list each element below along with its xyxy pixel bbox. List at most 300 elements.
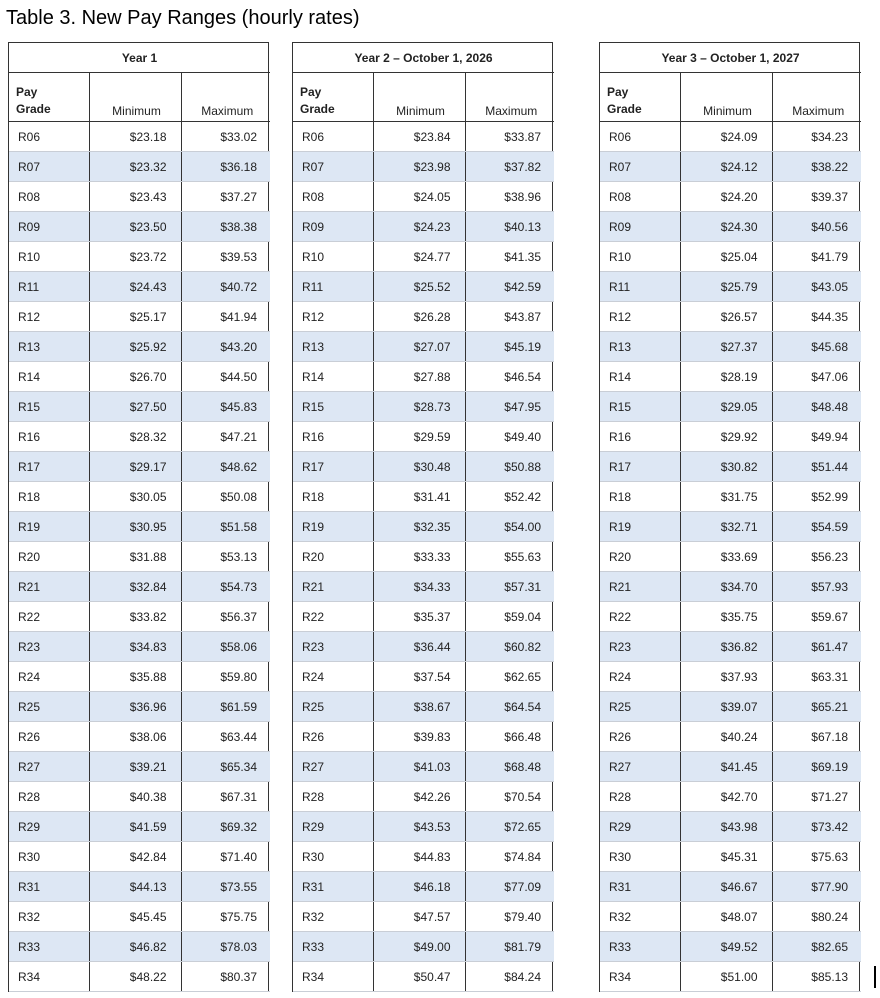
table-row bbox=[293, 542, 554, 572]
minimum-rate-cell: $23.18 bbox=[89, 122, 181, 152]
maximum-rate-cell: $51.58 bbox=[181, 512, 270, 542]
pay-grade-cell: R25 bbox=[9, 692, 89, 722]
table-row bbox=[9, 272, 270, 302]
minimum-rate-cell: $34.83 bbox=[89, 632, 181, 662]
maximum-rate-cell: $85.13 bbox=[772, 962, 861, 992]
maximum-rate-cell: $43.87 bbox=[465, 302, 554, 332]
pay-range-table bbox=[293, 43, 554, 992]
table-row bbox=[600, 362, 861, 392]
table-row bbox=[293, 812, 554, 842]
maximum-rate-cell: $41.94 bbox=[181, 302, 270, 332]
maximum-rate-cell: $57.31 bbox=[465, 572, 554, 602]
pay-grade-cell: R23 bbox=[9, 632, 89, 662]
maximum-rate-cell: $45.83 bbox=[181, 392, 270, 422]
maximum-rate-cell: $77.90 bbox=[772, 872, 861, 902]
table-row bbox=[9, 812, 270, 842]
table-row bbox=[293, 632, 554, 662]
pay-grade-cell: R18 bbox=[293, 482, 373, 512]
table-caption: Table 3. New Pay Ranges (hourly rates) bbox=[6, 7, 360, 29]
maximum-rate-cell: $52.42 bbox=[465, 482, 554, 512]
table-row bbox=[293, 842, 554, 872]
maximum-rate-cell: $44.50 bbox=[181, 362, 270, 392]
table-row bbox=[600, 902, 861, 932]
minimum-rate-cell: $29.92 bbox=[680, 422, 772, 452]
pay-grade-cell: R21 bbox=[9, 572, 89, 602]
table-row bbox=[600, 542, 861, 572]
minimum-rate-cell: $48.07 bbox=[680, 902, 772, 932]
table-row bbox=[293, 392, 554, 422]
pay-grade-cell: R27 bbox=[293, 752, 373, 782]
table-row bbox=[9, 872, 270, 902]
minimum-rate-cell: $46.67 bbox=[680, 872, 772, 902]
maximum-rate-cell: $62.65 bbox=[465, 662, 554, 692]
year-title: Year 3 – October 1, 2027 bbox=[600, 43, 861, 73]
maximum-rate-cell: $72.65 bbox=[465, 812, 554, 842]
year-title: Year 1 bbox=[9, 43, 270, 73]
table-row bbox=[600, 812, 861, 842]
minimum-rate-cell: $31.41 bbox=[373, 482, 465, 512]
maximum-rate-cell: $38.38 bbox=[181, 212, 270, 242]
maximum-rate-cell: $40.56 bbox=[772, 212, 861, 242]
pay-grade-cell: R19 bbox=[9, 512, 89, 542]
minimum-rate-cell: $30.95 bbox=[89, 512, 181, 542]
table-row bbox=[9, 122, 270, 152]
table-row bbox=[9, 782, 270, 812]
table-row bbox=[600, 422, 861, 452]
minimum-rate-cell: $40.24 bbox=[680, 722, 772, 752]
maximum-rate-cell: $81.79 bbox=[465, 932, 554, 962]
maximum-rate-cell: $64.54 bbox=[465, 692, 554, 722]
pay-grade-cell: R34 bbox=[293, 962, 373, 992]
minimum-rate-cell: $46.18 bbox=[373, 872, 465, 902]
pay-grade-cell: R29 bbox=[9, 812, 89, 842]
pay-grade-cell: R11 bbox=[9, 272, 89, 302]
minimum-rate-cell: $51.00 bbox=[680, 962, 772, 992]
minimum-rate-cell: $49.00 bbox=[373, 932, 465, 962]
minimum-rate-cell: $42.70 bbox=[680, 782, 772, 812]
table-row bbox=[600, 392, 861, 422]
minimum-rate-cell: $43.98 bbox=[680, 812, 772, 842]
pay-grade-cell: R26 bbox=[600, 722, 680, 752]
pay-grade-cell: R12 bbox=[600, 302, 680, 332]
minimum-rate-cell: $23.72 bbox=[89, 242, 181, 272]
table-row bbox=[293, 182, 554, 212]
minimum-rate-cell: $29.17 bbox=[89, 452, 181, 482]
minimum-rate-cell: $39.21 bbox=[89, 752, 181, 782]
maximum-rate-cell: $54.59 bbox=[772, 512, 861, 542]
minimum-rate-cell: $26.28 bbox=[373, 302, 465, 332]
minimum-rate-cell: $25.17 bbox=[89, 302, 181, 332]
table-row bbox=[9, 152, 270, 182]
maximum-rate-cell: $73.55 bbox=[181, 872, 270, 902]
pay-grade-cell: R08 bbox=[293, 182, 373, 212]
table-row bbox=[293, 452, 554, 482]
pay-grade-cell: R30 bbox=[293, 842, 373, 872]
table-row bbox=[293, 332, 554, 362]
table-row bbox=[293, 662, 554, 692]
pay-grade-cell: R25 bbox=[600, 692, 680, 722]
table-row bbox=[600, 122, 861, 152]
table-row bbox=[600, 482, 861, 512]
pay-grade-cell: R34 bbox=[9, 962, 89, 992]
minimum-rate-cell: $37.54 bbox=[373, 662, 465, 692]
table-row bbox=[293, 512, 554, 542]
minimum-rate-cell: $36.96 bbox=[89, 692, 181, 722]
pay-grade-cell: R18 bbox=[600, 482, 680, 512]
pay-grade-cell: R13 bbox=[9, 332, 89, 362]
minimum-rate-cell: $34.33 bbox=[373, 572, 465, 602]
minimum-rate-cell: $36.82 bbox=[680, 632, 772, 662]
pay-grade-cell: R34 bbox=[600, 962, 680, 992]
maximum-rate-cell: $71.40 bbox=[181, 842, 270, 872]
table-row bbox=[9, 662, 270, 692]
pay-grade-header bbox=[293, 73, 373, 122]
maximum-rate-cell: $46.54 bbox=[465, 362, 554, 392]
pay-grade-cell: R27 bbox=[600, 752, 680, 782]
maximum-rate-cell: $40.72 bbox=[181, 272, 270, 302]
minimum-rate-cell: $28.32 bbox=[89, 422, 181, 452]
pay-grade-cell: R14 bbox=[9, 362, 89, 392]
maximum-rate-cell: $39.37 bbox=[772, 182, 861, 212]
maximum-rate-cell: $57.93 bbox=[772, 572, 861, 602]
minimum-rate-cell: $31.88 bbox=[89, 542, 181, 572]
pay-grade-cell: R33 bbox=[293, 932, 373, 962]
table-row bbox=[600, 572, 861, 602]
pay-grade-cell: R08 bbox=[600, 182, 680, 212]
pay-grade-cell: R09 bbox=[600, 212, 680, 242]
minimum-rate-cell: $27.07 bbox=[373, 332, 465, 362]
minimum-rate-cell: $29.59 bbox=[373, 422, 465, 452]
table-row bbox=[293, 722, 554, 752]
minimum-rate-cell: $33.33 bbox=[373, 542, 465, 572]
pay-range-table bbox=[9, 43, 270, 992]
pay-grade-cell: R30 bbox=[9, 842, 89, 872]
maximum-rate-cell: $33.87 bbox=[465, 122, 554, 152]
maximum-rate-cell: $75.75 bbox=[181, 902, 270, 932]
minimum-rate-cell: $23.32 bbox=[89, 152, 181, 182]
minimum-rate-cell: $40.38 bbox=[89, 782, 181, 812]
pay-grade-cell: R25 bbox=[293, 692, 373, 722]
table-row bbox=[293, 152, 554, 182]
table-row bbox=[293, 422, 554, 452]
pay-grade-header-line2: Grade bbox=[607, 102, 642, 116]
table-row bbox=[293, 602, 554, 632]
maximum-rate-cell: $79.40 bbox=[465, 902, 554, 932]
pay-grade-cell: R14 bbox=[293, 362, 373, 392]
pay-grade-cell: R20 bbox=[9, 542, 89, 572]
maximum-rate-cell: $68.48 bbox=[465, 752, 554, 782]
pay-grade-cell: R23 bbox=[293, 632, 373, 662]
maximum-rate-cell: $61.47 bbox=[772, 632, 861, 662]
pay-grade-cell: R29 bbox=[293, 812, 373, 842]
minimum-rate-cell: $35.37 bbox=[373, 602, 465, 632]
table-row bbox=[9, 212, 270, 242]
pay-grade-cell: R22 bbox=[9, 602, 89, 632]
minimum-rate-cell: $41.03 bbox=[373, 752, 465, 782]
table-row bbox=[9, 542, 270, 572]
minimum-rate-cell: $29.05 bbox=[680, 392, 772, 422]
maximum-rate-cell: $53.13 bbox=[181, 542, 270, 572]
table-row bbox=[600, 242, 861, 272]
maximum-rate-cell: $59.67 bbox=[772, 602, 861, 632]
pay-grade-header-line1: Pay bbox=[16, 85, 38, 99]
table-row bbox=[293, 302, 554, 332]
pay-grade-cell: R12 bbox=[293, 302, 373, 332]
minimum-rate-cell: $24.23 bbox=[373, 212, 465, 242]
pay-grade-cell: R32 bbox=[9, 902, 89, 932]
maximum-rate-cell: $78.03 bbox=[181, 932, 270, 962]
maximum-rate-cell: $63.31 bbox=[772, 662, 861, 692]
maximum-rate-cell: $80.37 bbox=[181, 962, 270, 992]
table-row bbox=[9, 572, 270, 602]
maximum-rate-cell: $67.18 bbox=[772, 722, 861, 752]
minimum-rate-cell: $48.22 bbox=[89, 962, 181, 992]
table-row bbox=[9, 962, 270, 992]
pay-range-panel-year-1 bbox=[8, 42, 269, 992]
pay-grade-cell: R07 bbox=[600, 152, 680, 182]
maximum-rate-cell: $50.88 bbox=[465, 452, 554, 482]
maximum-rate-cell: $52.99 bbox=[772, 482, 861, 512]
pay-grade-cell: R06 bbox=[293, 122, 373, 152]
minimum-rate-cell: $42.26 bbox=[373, 782, 465, 812]
minimum-rate-cell: $45.31 bbox=[680, 842, 772, 872]
pay-grade-cell: R29 bbox=[600, 812, 680, 842]
pay-grade-cell: R16 bbox=[293, 422, 373, 452]
table-row bbox=[600, 452, 861, 482]
maximum-rate-cell: $49.94 bbox=[772, 422, 861, 452]
table-row bbox=[600, 182, 861, 212]
minimum-rate-cell: $32.71 bbox=[680, 512, 772, 542]
pay-grade-cell: R17 bbox=[293, 452, 373, 482]
minimum-rate-cell: $33.82 bbox=[89, 602, 181, 632]
maximum-rate-cell: $58.06 bbox=[181, 632, 270, 662]
minimum-rate-cell: $38.06 bbox=[89, 722, 181, 752]
minimum-rate-cell: $43.53 bbox=[373, 812, 465, 842]
maximum-header: Maximum bbox=[181, 73, 270, 122]
table-row bbox=[600, 632, 861, 662]
table-row bbox=[600, 602, 861, 632]
pay-grade-cell: R06 bbox=[600, 122, 680, 152]
pay-grade-cell: R32 bbox=[600, 902, 680, 932]
table-row bbox=[9, 362, 270, 392]
pay-grade-cell: R09 bbox=[9, 212, 89, 242]
pay-grade-cell: R28 bbox=[9, 782, 89, 812]
table-row bbox=[293, 362, 554, 392]
minimum-rate-cell: $38.67 bbox=[373, 692, 465, 722]
minimum-rate-cell: $25.52 bbox=[373, 272, 465, 302]
pay-grade-cell: R28 bbox=[293, 782, 373, 812]
maximum-rate-cell: $56.23 bbox=[772, 542, 861, 572]
table-row bbox=[293, 242, 554, 272]
pay-grade-cell: R30 bbox=[600, 842, 680, 872]
maximum-rate-cell: $60.82 bbox=[465, 632, 554, 662]
table-row bbox=[9, 422, 270, 452]
pay-grade-cell: R12 bbox=[9, 302, 89, 332]
minimum-rate-cell: $31.75 bbox=[680, 482, 772, 512]
pay-grade-header-line1: Pay bbox=[607, 85, 629, 99]
maximum-rate-cell: $71.27 bbox=[772, 782, 861, 812]
maximum-rate-cell: $84.24 bbox=[465, 962, 554, 992]
minimum-rate-cell: $34.70 bbox=[680, 572, 772, 602]
maximum-rate-cell: $69.19 bbox=[772, 752, 861, 782]
minimum-rate-cell: $41.45 bbox=[680, 752, 772, 782]
minimum-header: Minimum bbox=[89, 73, 181, 122]
table-row bbox=[293, 962, 554, 992]
pay-grade-cell: R07 bbox=[9, 152, 89, 182]
pay-grade-cell: R14 bbox=[600, 362, 680, 392]
maximum-rate-cell: $54.00 bbox=[465, 512, 554, 542]
pay-grade-cell: R22 bbox=[600, 602, 680, 632]
maximum-rate-cell: $55.63 bbox=[465, 542, 554, 572]
maximum-rate-cell: $67.31 bbox=[181, 782, 270, 812]
table-row bbox=[293, 902, 554, 932]
table-row bbox=[600, 152, 861, 182]
pay-grade-cell: R06 bbox=[9, 122, 89, 152]
minimum-rate-cell: $35.88 bbox=[89, 662, 181, 692]
pay-grade-cell: R15 bbox=[600, 392, 680, 422]
table-row bbox=[293, 272, 554, 302]
table-row bbox=[9, 692, 270, 722]
maximum-rate-cell: $61.59 bbox=[181, 692, 270, 722]
maximum-rate-cell: $39.53 bbox=[181, 242, 270, 272]
table-row bbox=[9, 182, 270, 212]
maximum-rate-cell: $70.54 bbox=[465, 782, 554, 812]
table-row bbox=[600, 272, 861, 302]
maximum-rate-cell: $37.82 bbox=[465, 152, 554, 182]
pay-grade-cell: R16 bbox=[9, 422, 89, 452]
table-row bbox=[9, 302, 270, 332]
minimum-rate-cell: $27.37 bbox=[680, 332, 772, 362]
table-row bbox=[9, 632, 270, 662]
minimum-rate-cell: $23.84 bbox=[373, 122, 465, 152]
minimum-rate-cell: $24.12 bbox=[680, 152, 772, 182]
pay-range-panel-year-3 bbox=[599, 42, 860, 992]
minimum-rate-cell: $32.84 bbox=[89, 572, 181, 602]
minimum-rate-cell: $23.43 bbox=[89, 182, 181, 212]
pay-range-table bbox=[600, 43, 861, 992]
minimum-rate-cell: $41.59 bbox=[89, 812, 181, 842]
table-row bbox=[600, 842, 861, 872]
minimum-rate-cell: $24.43 bbox=[89, 272, 181, 302]
minimum-rate-cell: $36.44 bbox=[373, 632, 465, 662]
maximum-rate-cell: $69.32 bbox=[181, 812, 270, 842]
pay-grade-cell: R24 bbox=[293, 662, 373, 692]
pay-grade-cell: R24 bbox=[9, 662, 89, 692]
minimum-rate-cell: $24.20 bbox=[680, 182, 772, 212]
minimum-rate-cell: $27.88 bbox=[373, 362, 465, 392]
pay-grade-cell: R11 bbox=[600, 272, 680, 302]
pay-grade-header-line2: Grade bbox=[16, 102, 51, 116]
pay-grade-cell: R13 bbox=[600, 332, 680, 362]
pay-grade-cell: R08 bbox=[9, 182, 89, 212]
minimum-header: Minimum bbox=[680, 73, 772, 122]
minimum-rate-cell: $26.70 bbox=[89, 362, 181, 392]
minimum-rate-cell: $49.52 bbox=[680, 932, 772, 962]
pay-range-panel-year-2 bbox=[292, 42, 553, 992]
maximum-rate-cell: $77.09 bbox=[465, 872, 554, 902]
minimum-rate-cell: $24.30 bbox=[680, 212, 772, 242]
minimum-rate-cell: $44.83 bbox=[373, 842, 465, 872]
table-row bbox=[9, 452, 270, 482]
minimum-header: Minimum bbox=[373, 73, 465, 122]
minimum-rate-cell: $30.05 bbox=[89, 482, 181, 512]
pay-grade-cell: R33 bbox=[600, 932, 680, 962]
maximum-rate-cell: $38.22 bbox=[772, 152, 861, 182]
minimum-rate-cell: $44.13 bbox=[89, 872, 181, 902]
table-row bbox=[293, 572, 554, 602]
minimum-rate-cell: $24.09 bbox=[680, 122, 772, 152]
maximum-rate-cell: $65.21 bbox=[772, 692, 861, 722]
pay-grade-cell: R15 bbox=[293, 392, 373, 422]
pay-grade-cell: R16 bbox=[600, 422, 680, 452]
pay-grade-cell: R26 bbox=[293, 722, 373, 752]
maximum-rate-cell: $45.19 bbox=[465, 332, 554, 362]
year-title: Year 2 – October 1, 2026 bbox=[293, 43, 554, 73]
table-row bbox=[9, 332, 270, 362]
pay-grade-cell: R33 bbox=[9, 932, 89, 962]
minimum-rate-cell: $39.83 bbox=[373, 722, 465, 752]
minimum-rate-cell: $23.98 bbox=[373, 152, 465, 182]
table-row bbox=[600, 722, 861, 752]
maximum-rate-cell: $41.79 bbox=[772, 242, 861, 272]
pay-grade-cell: R27 bbox=[9, 752, 89, 782]
minimum-rate-cell: $50.47 bbox=[373, 962, 465, 992]
maximum-rate-cell: $33.02 bbox=[181, 122, 270, 152]
maximum-rate-cell: $66.48 bbox=[465, 722, 554, 752]
table-row bbox=[600, 302, 861, 332]
maximum-rate-cell: $36.18 bbox=[181, 152, 270, 182]
pay-grade-cell: R19 bbox=[293, 512, 373, 542]
pay-grade-cell: R19 bbox=[600, 512, 680, 542]
pay-grade-cell: R31 bbox=[600, 872, 680, 902]
table-row bbox=[9, 752, 270, 782]
table-row bbox=[600, 692, 861, 722]
pay-grade-cell: R13 bbox=[293, 332, 373, 362]
maximum-rate-cell: $82.65 bbox=[772, 932, 861, 962]
pay-grade-cell: R31 bbox=[293, 872, 373, 902]
table-row bbox=[600, 962, 861, 992]
table-row bbox=[293, 782, 554, 812]
table-row bbox=[293, 692, 554, 722]
minimum-rate-cell: $27.50 bbox=[89, 392, 181, 422]
maximum-rate-cell: $42.59 bbox=[465, 272, 554, 302]
table-row bbox=[293, 122, 554, 152]
pay-grade-cell: R21 bbox=[600, 572, 680, 602]
pay-grade-cell: R09 bbox=[293, 212, 373, 242]
minimum-rate-cell: $39.07 bbox=[680, 692, 772, 722]
text-cursor bbox=[874, 966, 876, 988]
maximum-rate-cell: $59.80 bbox=[181, 662, 270, 692]
pay-grade-header bbox=[9, 73, 89, 122]
maximum-rate-cell: $74.84 bbox=[465, 842, 554, 872]
pay-grade-cell: R24 bbox=[600, 662, 680, 692]
pay-grade-cell: R17 bbox=[9, 452, 89, 482]
pay-grade-cell: R11 bbox=[293, 272, 373, 302]
maximum-rate-cell: $75.63 bbox=[772, 842, 861, 872]
minimum-rate-cell: $32.35 bbox=[373, 512, 465, 542]
table-row bbox=[600, 752, 861, 782]
maximum-rate-cell: $44.35 bbox=[772, 302, 861, 332]
maximum-header: Maximum bbox=[465, 73, 554, 122]
pay-grade-cell: R17 bbox=[600, 452, 680, 482]
maximum-header: Maximum bbox=[772, 73, 861, 122]
pay-grade-cell: R21 bbox=[293, 572, 373, 602]
maximum-rate-cell: $63.44 bbox=[181, 722, 270, 752]
minimum-rate-cell: $28.73 bbox=[373, 392, 465, 422]
pay-grade-cell: R20 bbox=[293, 542, 373, 572]
maximum-rate-cell: $80.24 bbox=[772, 902, 861, 932]
table-row bbox=[9, 722, 270, 752]
